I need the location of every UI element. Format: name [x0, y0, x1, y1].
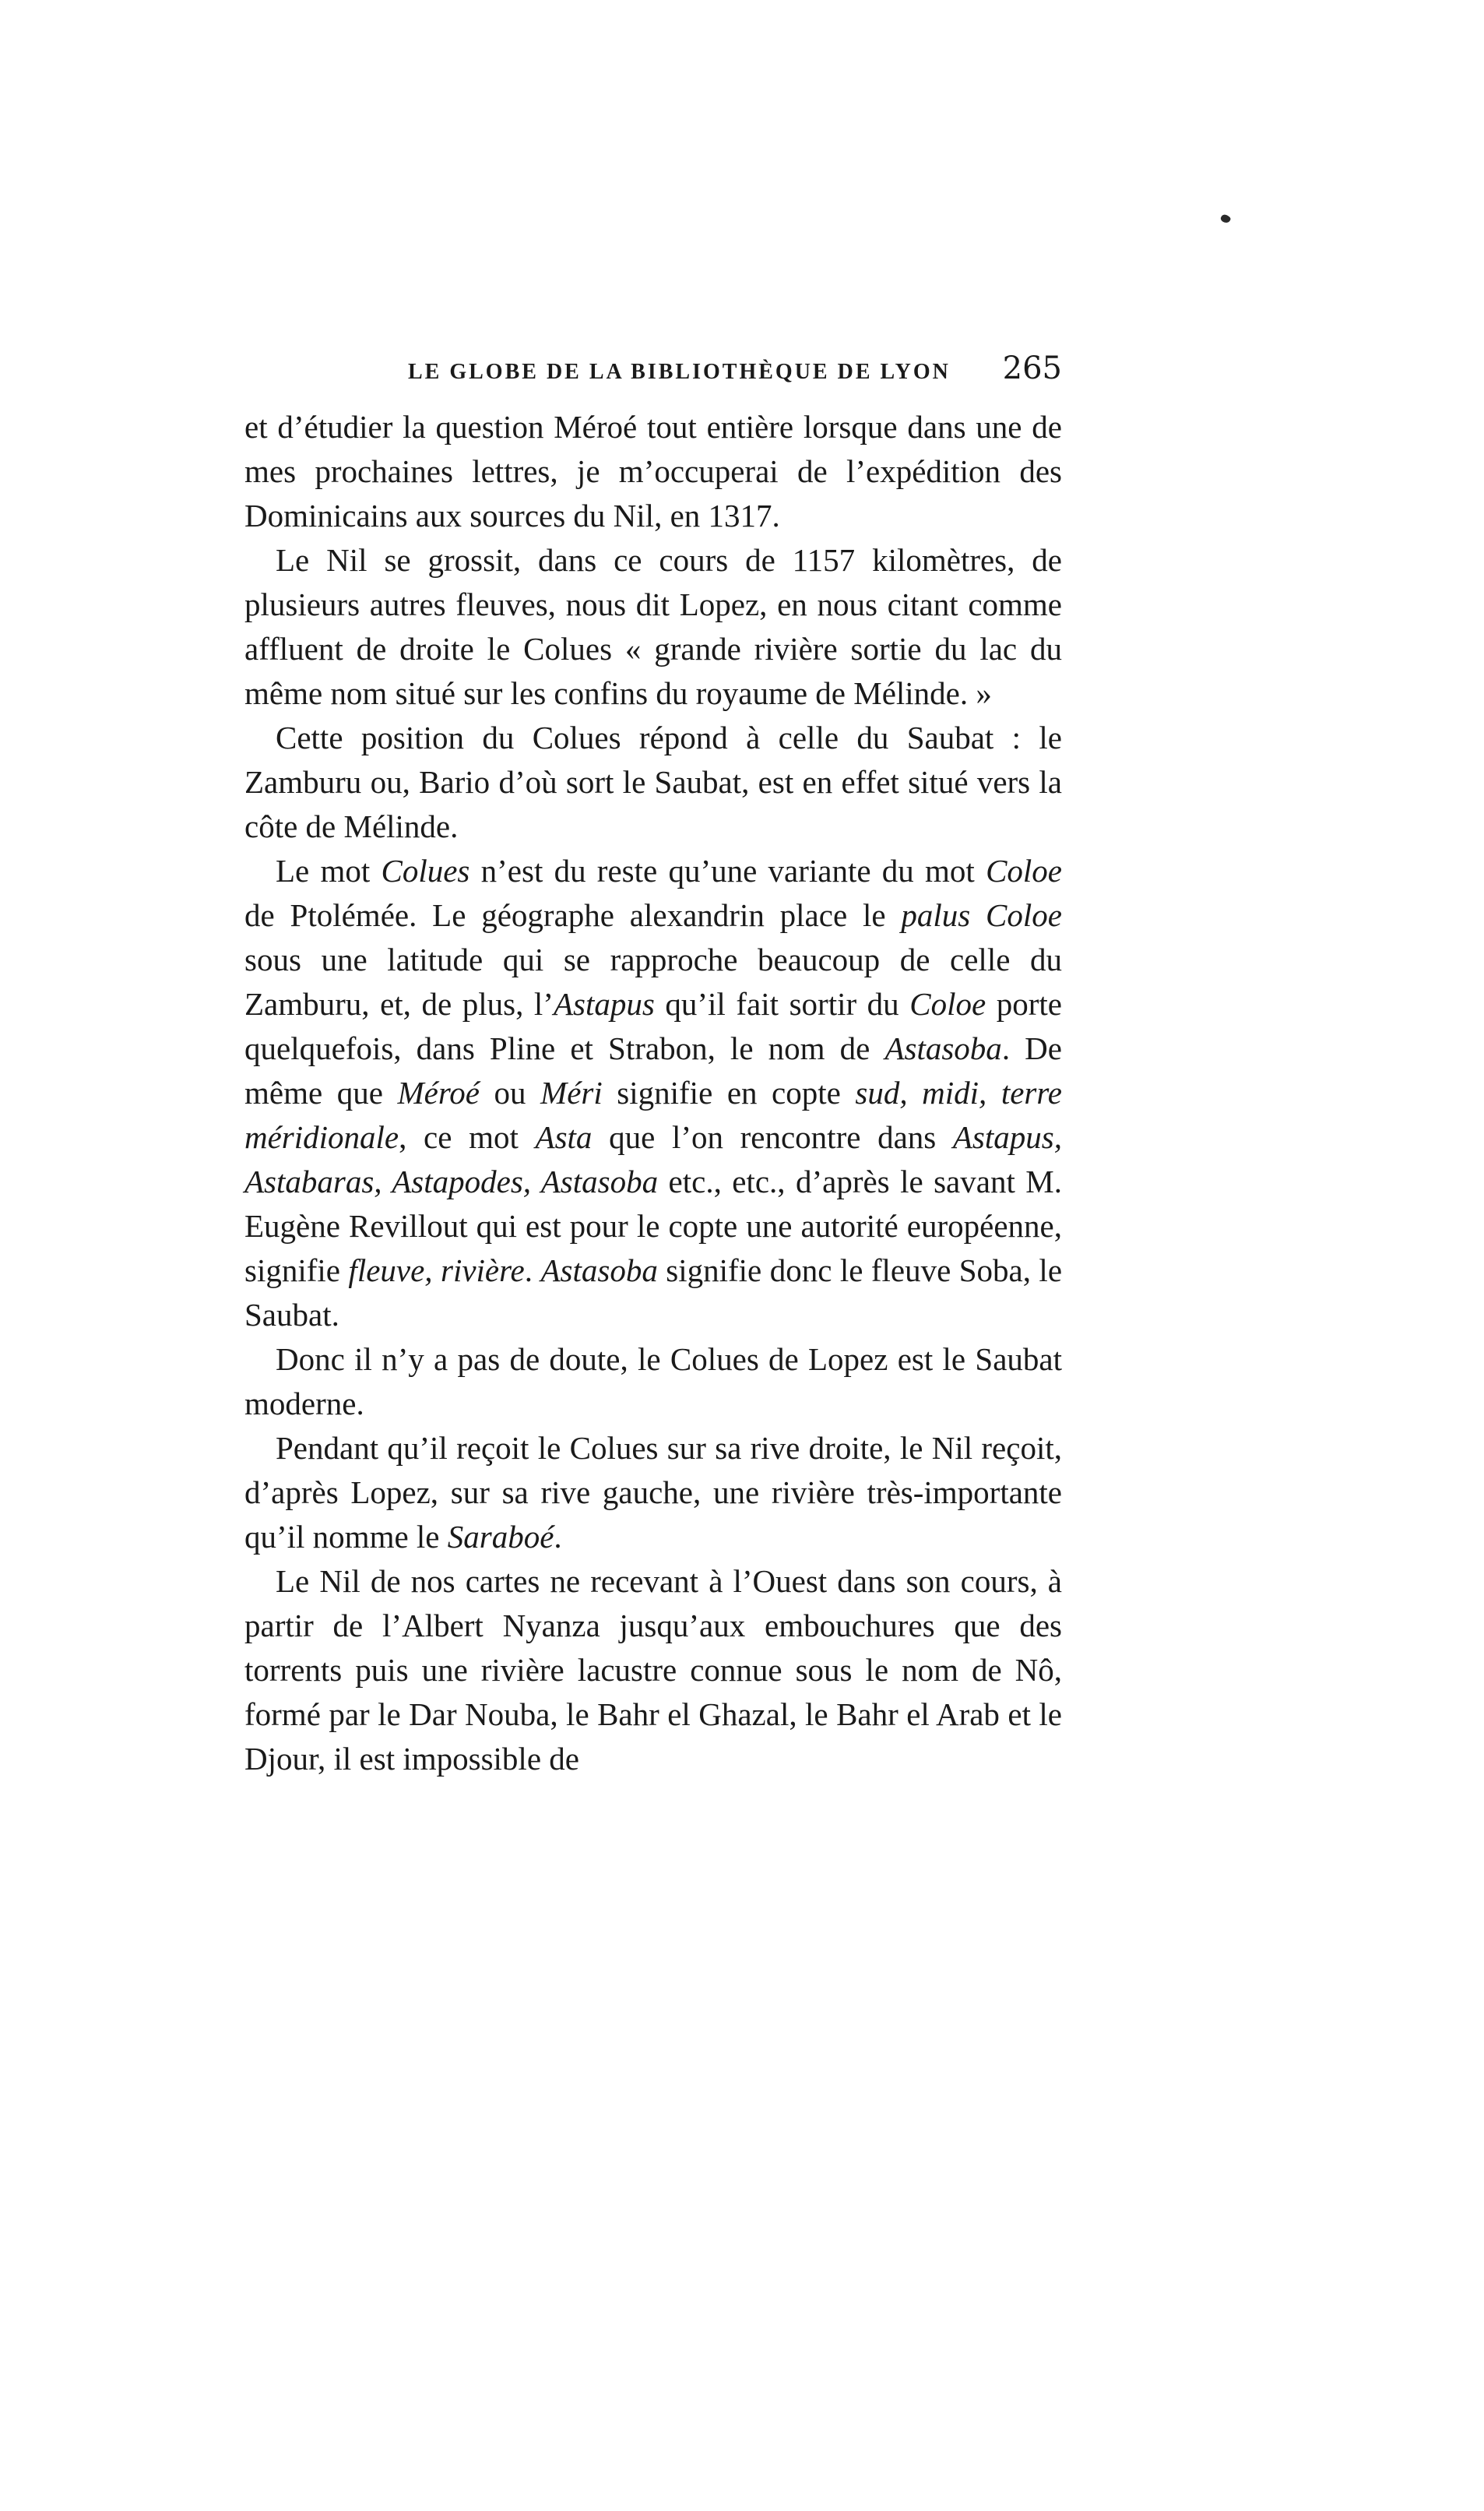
page-number: 265: [1002, 350, 1062, 386]
paragraph-5: Donc il n’y a pas de doute, le Colues de Lopez est le Saubat moderne.: [244, 1341, 1062, 1421]
page-header: [244, 350, 1062, 403]
paragraph-6: Pendant qu’il reçoit le Colues sur sa rive droite, le Nil reçoit, d’après Lopez, sur sa rive gauche, une rivière très-importante qu’il nomme le Saraboé.: [244, 1430, 1062, 1555]
paragraph-7: Le Nil de nos cartes ne recevant à l’Ouest dans son cours, à partir de l’Albert Nyanza jusqu’aux embouchures que des torrents puis une rivière lacustre connue sous le nom de Nô, formé par le Dar Nouba, le Bahr el Ghazal, le Bahr el Arab et le Djour, il est impossible de: [244, 1563, 1062, 1777]
running-title: LE GLOBE DE LA BIBLIOTHÈQUE DE LYON: [408, 360, 951, 384]
paragraph-1: et d’étudier la question Méroé tout entière lorsque dans une de mes prochaines lettres, je m’occuperai de l’expédition des Dominicains aux sources du Nil, en 1317.: [244, 409, 1062, 534]
paragraph-3: Cette position du Colues répond à celle du Saubat : le Zamburu ou, Bario d’où sort le Saubat, est en effet situé vers la côte de Mélinde.: [244, 720, 1062, 844]
ink-speck: [1219, 213, 1232, 224]
paragraph-4: Le mot Colues n’est du reste qu’une variante du mot Coloe de Ptolémée. Le géographe alexandrin place le palus Coloe sous une latitude qui se rapproche beaucoup de celle du Zamburu, et, de plus, l’Astapus qu’il fait sortir du Coloe porte quelquefois, dans Pline et Strabon, le nom de Astasoba. De même que Méroé ou Méri signifie en copte sud, midi, terre méridionale, ce mot Asta que l’on rencontre dans Astapus, Astabaras, Astapodes, Astasoba etc., etc., d’après le savant M. Eugène Revillout qui est pour le copte une autorité européenne, signifie fleuve, rivière. Astasoba signifie donc le fleuve Soba, le Saubat.: [244, 853, 1063, 1333]
body-text: [244, 405, 1062, 1781]
paragraph-2: Le Nil se grossit, dans ce cours de 1157 kilomètres, de plusieurs autres fleuves, nous dit Lopez, en nous citant comme affluent de droite le Colues « grande rivière sortie du lac du même nom situé sur les confins du royaume de Mélinde. »: [244, 542, 1062, 711]
